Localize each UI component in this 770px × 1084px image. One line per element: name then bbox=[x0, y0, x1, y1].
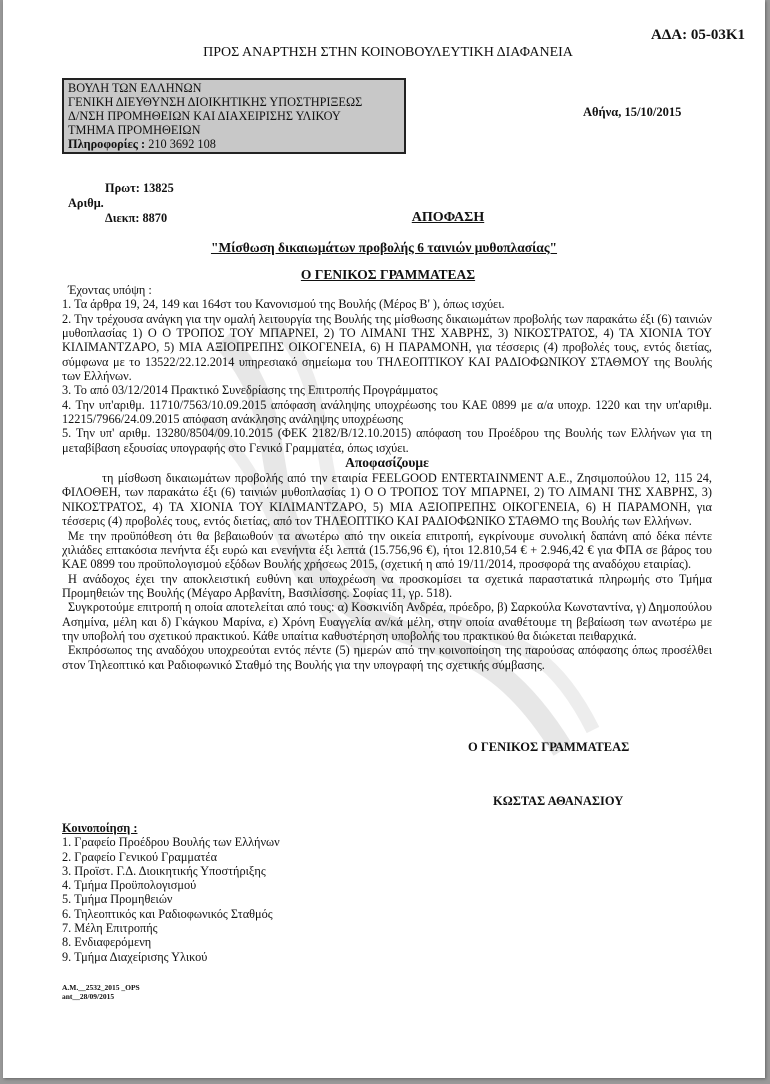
document-page bbox=[3, 0, 765, 1078]
distribution-item: 8. Ενδιαφερόμενη bbox=[62, 935, 152, 950]
consideration-item: 5. Την υπ' αριθμ. 13280/8504/09.10.2015 (ΦΕΚ 2182/Β/12.10.2015) απόφαση του Προέδρου της Βουλής των Ελλήνων για τη μεταβίβαση εξουσίας υπογραφής στο Γενικό Γραμματέα, όπως ισχύει. bbox=[62, 426, 712, 455]
decision-paragraph: Εκπρόσωπος της αναδόχου υποχρεούται εντός πέντε (5) ημερών από την κοινοποίηση της παρούσας απόφασης όπως προσέλθει στον Τηλεοπτικό και Ραδιοφωνικό Σταθμό της Βουλής για την υπογραφή της σχετικής σύμβασης. bbox=[62, 643, 712, 672]
signature-name: ΚΩΣΤΑΣ ΑΘΑΝΑΣΙΟΥ bbox=[493, 794, 624, 808]
decision-paragraph: Με την προϋπόθεση ότι θα βεβαιωθούν τα ανωτέρω από την οικεία επιτροπή, εγκρίνουμε συνολική δαπάνη από δέκα πέντε χιλιάδες επτακόσια πενήντα έξι ευρώ και ενενήντα έξι λεπτά (15.756,96 €), ήτοι 12.810,54 € + 2.946,42 € για ΦΠΑ σε βάρος του ΚΑΕ 0899 του προϋπολογισμού εξόδων Βουλής χρήσεως 2015, (σχετική η από 19/11/2014, προσφορά της αναδόχου εταιρίας). bbox=[62, 528, 712, 572]
distribution-item: 7. Μέλη Επιτροπής bbox=[62, 921, 158, 936]
distribution-list bbox=[62, 821, 280, 964]
footer-reference bbox=[62, 983, 140, 1001]
consideration-item: 4. Την υπ'αριθμ. 11710/7563/10.09.2015 απόφαση ανάληψης υποχρέωσης του ΚΑΕ 0899 με α/α υποχρ. 1220 και την υπ'αριθμ. 12215/7966/24.09.2015 απόφαση ανάκλησης ανάληψης υποχρέωσης bbox=[62, 397, 712, 427]
distribution-item: 5. Τμήμα Προμηθειών bbox=[62, 892, 173, 907]
document-subject: "Μίσθωση δικαιωμάτων προβολής 6 ταινιών μυθοπλασίας" bbox=[210, 240, 558, 255]
consideration-item: 2. Την τρέχουσα ανάγκη για την ομαλή λειτουργία της Βουλής της μίσθωσης δικαιωμάτων προβολής των παρακάτω έξι (6) ταινιών μυθοπλασίας 1) Ο Ο ΤΡΟΠΟΣ ΤΟΥ ΜΠΑΡΝΕΙ, 2) ΤΟ ΛΙΜΑΝΙ ΤΗΣ ΧΑΒΡΗΣ, 3) ΝΙΚΟΣΤΡΑΤΟΣ, 4) ΤΑ ΧΙΟΝΙΑ ΤΟΥ ΚΙΛΙΜΑΝΤΖΑΡΟ, 5) ΜΙΑ ΑΞΙΟΠΡΕΠΗΣ ΟΙΚΟΓΕΝΕΙΑ, 6) Η ΠΑΡΑΜΟΝΗ, για τέσσερις (4) προβολές τους, εντός διετίας, σύμφωνα με το 13522/22.12.2014 υπηρεσιακό σημείωμα του ΤΗΛΕΟΠΤΙΚΟΥ ΚΑΙ ΡΑΔΙΟΦΩΝΙΚΟΥ ΣΤΑΘΜΟΥ της Βουλής των Ελλήνων. bbox=[62, 311, 712, 384]
document-date: Αθήνα, 15/10/2015 bbox=[583, 105, 682, 119]
number-label: Αριθμ. bbox=[68, 196, 104, 210]
ada-code: ΑΔΑ: 05-03Κ1 bbox=[651, 27, 745, 43]
distribution-item: 4. Τμήμα Προϋπολογισμού bbox=[62, 878, 197, 893]
distribution-item: 1. Γραφείο Προέδρου Βουλής των Ελλήνων bbox=[62, 835, 280, 850]
decision-heading: Αποφασίζουμε bbox=[345, 455, 429, 471]
issuer-line: ΒΟΥΛΗ ΤΩΝ ΕΛΛΗΝΩΝ bbox=[68, 81, 202, 95]
decision-paragraph: Η ανάδοχος έχει την αποκλειστική ευθύνη και υποχρέωση να προσκομίσει τα σχετικά παραστατικά πληρωμής στο Τμήμα Προμηθειών της Βουλής (Μέγαρο Αρβανίτη, Βασιλίσσης. Σοφίας 11, γρ. 518). bbox=[62, 571, 712, 600]
distribution-item: 3. Προϊστ. Γ.Δ. Διοικητικής Υποστήριξης bbox=[62, 863, 266, 878]
document-body bbox=[62, 283, 712, 672]
decision-paragraph: Συγκροτούμε επιτροπή η οποία αποτελείται από τους: α) Κοσκινίδη Ανδρέα, πρόεδρο, β) Σαρκούλα Κωνσταντίνα, γ) Δημοπούλου Ασημίνα, μέλη και δ) Γκάγκου Μαρίνα, ε) Χρόνη Ευαγγελία αν/κά μέλη, στην οποία αναθέτουμε τη βεβαίωση των ανωτέρω με την υποβολή του σχετικού πρακτικού. Κάθε υπαίτια καθυστέρηση υποβολής του πρακτικού θα διώκεται πειθαρχικά. bbox=[62, 600, 712, 643]
publication-header: ΠΡΟΣ ΑΝΑΡΤΗΣΗ ΣΤΗΝ ΚΟΙΝΟΒΟΥΛΕΥΤΙΚΗ ΔΙΑΦΑΝΕΙΑ bbox=[203, 45, 573, 60]
am-code: Α.Μ.__2532_2015 _OPS bbox=[62, 983, 140, 992]
info-label: Πληροφορίες : bbox=[68, 137, 146, 151]
decision-paragraph: τη μίσθωση δικαιωμάτων προβολής από την εταιρία FEELGOOD ENTERTAINMENT A.E., Ζησιμοπούλου 12, 115 24, ΦΙΛΟΘΕΗ, των παρακάτω έξι (6) ταινιών μυθοπλασίας 1) Ο Ο ΤΡΟΠΟΣ ΤΟΥ ΜΠΑΡΝΕΙ, 2) ΤΟ ΛΙΜΑΝΙ ΤΗΣ ΧΑΒΡΗΣ, 3) ΝΙΚΟΣΤΡΑΤΟΣ, 4) ΤΑ ΧΙΟΝΙΑ ΤΟΥ ΚΙΛΙΜΑΝΤΖΑΡΟ, 5) ΜΙΑ ΑΞΙΟΠΡΕΠΗΣ ΟΙΚΟΓΕΝΕΙΑ, 6) Η ΠΑΡΑΜΟΝΗ, για τέσσερις (4) προβολές τους, εντός διετίας, από τον ΤΗΛΕΟΠΤΙΚΟ ΚΑΙ ΡΑΔΙΟΦΩΝΙΚΟ ΣΤΑΘΜΟ της Βουλής των Ελλήνων. bbox=[62, 471, 712, 529]
dispatch-number: Διεκπ: 8870 bbox=[105, 211, 168, 225]
distribution-item: 2. Γραφείο Γενικού Γραμματέα bbox=[62, 849, 218, 864]
consideration-item: 3. Το από 03/12/2014 Πρακτικό Συνεδρίασης της Επιτροπής Προγράμματος bbox=[62, 383, 438, 398]
info-phone: 210 3692 108 bbox=[145, 137, 216, 151]
signature-title: Ο ΓΕΝΙΚΟΣ ΓΡΑΜΜΑΤΕΑΣ bbox=[468, 740, 630, 754]
distribution-item: 9. Τμήμα Διαχείρισης Υλικού bbox=[62, 949, 208, 964]
consideration-item: 1. Τα άρθρα 19, 24, 149 και 164στ του Κανονισμού της Βουλής (Μέρος Β' ), όπως ισχύει. bbox=[62, 297, 505, 312]
protocol-number: Πρωτ: 13825 bbox=[105, 181, 174, 195]
ant-date: ant__28/09/2015 bbox=[62, 992, 115, 1001]
document-heading: ΑΠΟΦΑΣΗ bbox=[411, 210, 485, 225]
issuer-line: ΓΕΝΙΚΗ ΔΙΕΥΘΥΝΣΗ ΔΙΟΙΚΗΤΙΚΗΣ ΥΠΟΣΤΗΡΙΞΕΩΣ bbox=[68, 95, 363, 109]
distribution-item: 6. Τηλεοπτικός και Ραδιοφωνικός Σταθμός bbox=[62, 906, 273, 921]
info-line bbox=[68, 137, 400, 151]
distribution-label: Κοινοποίηση : bbox=[62, 821, 138, 835]
issuer-box bbox=[62, 78, 406, 154]
issuer-line: Δ/ΝΣΗ ΠΡΟΜΗΘΕΙΩΝ ΚΑΙ ΔΙΑΧΕΙΡΙΣΗΣ ΥΛΙΚΟΥ bbox=[68, 109, 341, 123]
considering-label: Έχοντας υπόψη : bbox=[68, 283, 152, 297]
authority-heading: Ο ΓΕΝΙΚΟΣ ΓΡΑΜΜΑΤΕΑΣ bbox=[300, 267, 476, 282]
issuer-line: ΤΜΗΜΑ ΠΡΟΜΗΘΕΙΩΝ bbox=[68, 123, 201, 137]
